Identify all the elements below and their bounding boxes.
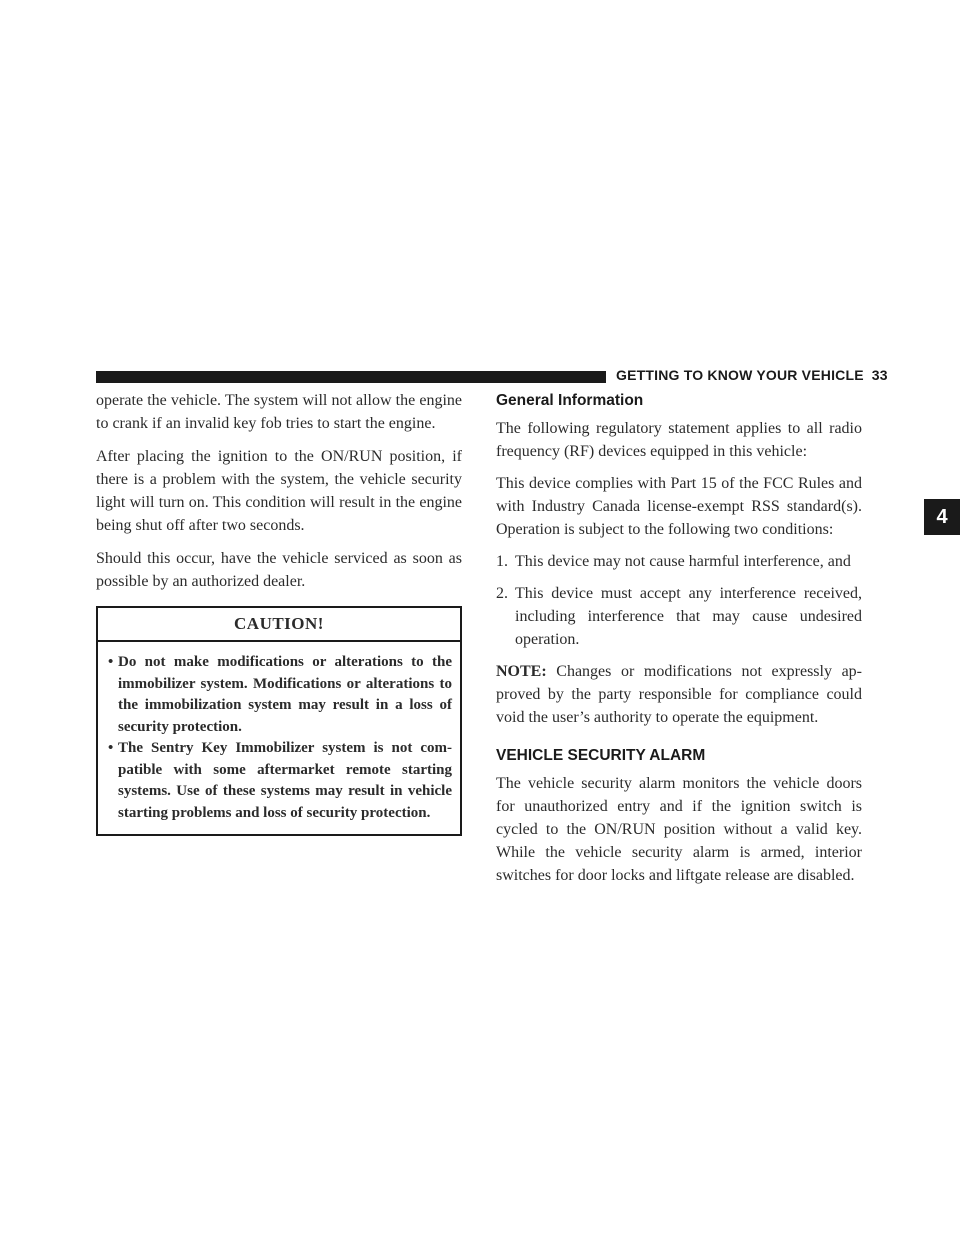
note-text: Changes or modifications not expressly ap-proved by the party responsible for compliance could void the user’s authority to operate the equipment. [496, 663, 863, 726]
condition-number: 1. [496, 553, 508, 570]
condition-item [496, 550, 862, 573]
section-heading-general: General Information [496, 392, 644, 409]
condition-number: 2. [496, 585, 508, 602]
condition-text: This device may not cause harmful interference, and [515, 553, 851, 570]
paragraph: operate the vehicle. The system will not allow the engine to crank if an invalid key fob tries to start the engine. [96, 392, 462, 432]
section-heading-alarm: VEHICLE SECURITY ALARM [496, 747, 706, 764]
left-column [96, 389, 462, 836]
paragraph: The vehicle security alarm monitors the vehicle doors for unauthorized entry and if the ignition switch is cycled to the ON/RUN position without a valid key. While the vehicle security alarm is armed, interior switches for door locks and liftgate release are disabled. [496, 775, 862, 884]
paragraph: This device complies with Part 15 of the FCC Rules and with Industry Canada license-exempt RSS standard(s). Operation is subject to the following two conditions: [496, 475, 862, 538]
chapter-tab-number: 4 [936, 505, 948, 528]
caution-item [108, 652, 452, 738]
caution-list [98, 652, 460, 824]
paragraph: After placing the ignition to the ON/RUN position, if there is a problem with the system, the vehicle security light will turn on. This condition will result in the engine being shut off after two seconds. [96, 448, 462, 534]
paragraph: The following regulatory statement applies to all radio frequency (RF) devices equipped in this vehicle: [496, 420, 862, 460]
caution-title: CAUTION! [98, 608, 460, 642]
page-number: 33 [871, 367, 888, 383]
chapter-title: GETTING TO KNOW YOUR VEHICLE [616, 367, 864, 383]
caution-item-text: Do not make modifications or alterations to the immobilizer system. Modifications or alterations to the immobilization system may result in a loss of security protection. [118, 654, 452, 735]
running-header [616, 367, 888, 383]
condition-text: This device must accept any interference received, including interference that may cause undesired operation. [515, 585, 862, 648]
header-rule [96, 371, 606, 383]
paragraph: Should this occur, have the vehicle serviced as soon as possible by an authorized dealer. [96, 550, 462, 590]
chapter-tab [924, 499, 960, 535]
caution-box [96, 606, 462, 836]
note-paragraph [496, 660, 862, 729]
caution-item-text: The Sentry Key Immobilizer system is not com-patible with some aftermarket remote starting systems. Use of these systems may result in vehicle starting problems and loss of security protection. [118, 740, 452, 821]
caution-item [108, 738, 452, 824]
right-column [496, 392, 862, 896]
condition-item [496, 582, 862, 651]
bullet-icon: • [108, 654, 114, 670]
note-label: NOTE: [496, 663, 547, 680]
bullet-icon: • [108, 740, 114, 756]
